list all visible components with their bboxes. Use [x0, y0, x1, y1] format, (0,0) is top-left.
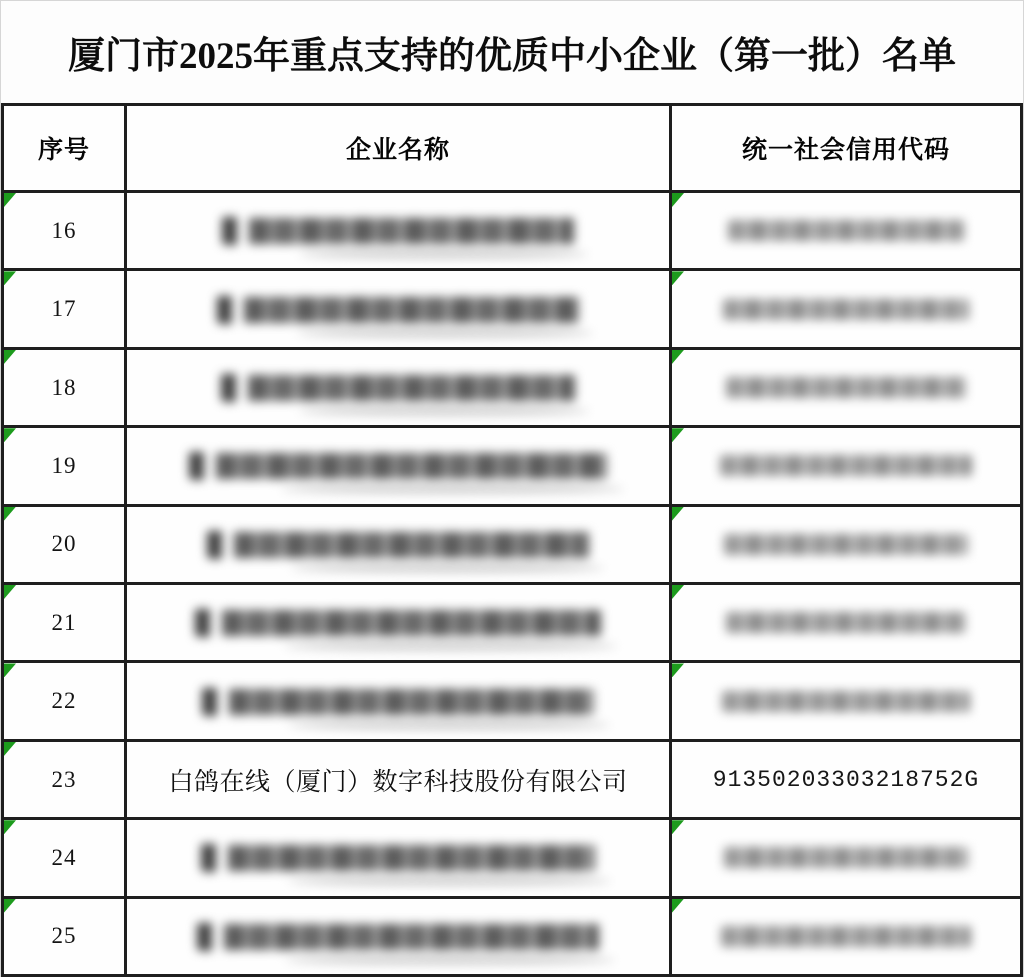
company-cell — [124, 507, 669, 582]
cell-flag-icon — [672, 899, 684, 913]
redacted-company-name — [221, 373, 575, 402]
redacted-credit-code — [721, 926, 971, 947]
serial-number: 19 — [51, 452, 77, 478]
serial-number: 22 — [51, 688, 77, 714]
col-header-company: 企业名称 — [124, 106, 669, 190]
cell-flag-icon — [672, 193, 684, 207]
serial-cell — [4, 507, 124, 582]
credit-code-cell — [669, 271, 1020, 346]
cell-flag-icon — [672, 428, 684, 442]
credit-code-cell — [669, 899, 1020, 974]
cell-flag-icon — [4, 899, 16, 913]
cell-flag-icon — [4, 507, 16, 521]
redacted-credit-code — [728, 220, 964, 241]
credit-code: 91350203303218752G — [712, 766, 980, 793]
page-title: 厦门市2025年重点支持的优质中小企业（第一批）名单 — [68, 36, 956, 77]
company-table — [1, 103, 1023, 977]
redacted-credit-code — [724, 847, 968, 868]
cell-flag-icon — [4, 585, 16, 599]
serial-cell — [4, 350, 124, 425]
company-cell — [124, 663, 669, 738]
table-row — [4, 739, 1020, 817]
serial-number: 18 — [51, 374, 77, 400]
table-row — [4, 660, 1020, 738]
company-cell — [124, 350, 669, 425]
table-row — [4, 582, 1020, 660]
redacted-company-name — [202, 687, 594, 716]
company-cell — [124, 742, 669, 817]
cell-flag-icon — [4, 428, 16, 442]
serial-cell — [4, 742, 124, 817]
cell-flag-icon — [672, 663, 684, 677]
redacted-company-name — [222, 216, 574, 245]
cell-flag-icon — [4, 350, 16, 364]
credit-code-cell — [669, 742, 1020, 817]
table-row — [4, 347, 1020, 425]
cell-flag-icon — [4, 663, 16, 677]
company-cell — [124, 193, 669, 268]
redacted-credit-code — [726, 612, 966, 633]
cell-flag-icon — [672, 507, 684, 521]
company-cell — [124, 820, 669, 895]
credit-code-cell — [669, 350, 1020, 425]
serial-cell — [4, 271, 124, 346]
cell-flag-icon — [672, 820, 684, 834]
company-name: 白鸽在线（厦门）数字科技股份有限公司 — [168, 768, 628, 796]
serial-number: 25 — [51, 923, 77, 949]
serial-number: 16 — [51, 217, 77, 243]
credit-code-cell — [669, 663, 1020, 738]
credit-code-cell — [669, 193, 1020, 268]
table-row — [4, 817, 1020, 895]
table-row — [4, 504, 1020, 582]
redacted-company-name — [195, 608, 601, 637]
cell-flag-icon — [4, 271, 16, 285]
cell-flag-icon — [4, 742, 16, 756]
table-header-row — [4, 106, 1020, 190]
credit-code-cell — [669, 428, 1020, 503]
serial-cell — [4, 585, 124, 660]
serial-number: 17 — [51, 296, 77, 322]
serial-number: 20 — [51, 531, 77, 557]
cell-flag-icon — [4, 820, 16, 834]
serial-number: 21 — [51, 609, 77, 635]
credit-code-cell — [669, 585, 1020, 660]
title-block — [1, 1, 1023, 103]
company-cell — [124, 585, 669, 660]
table-row — [4, 896, 1020, 974]
serial-cell — [4, 899, 124, 974]
table-row — [4, 268, 1020, 346]
redacted-credit-code — [722, 691, 970, 712]
serial-number: 23 — [51, 766, 77, 792]
serial-cell — [4, 820, 124, 895]
table-row — [4, 425, 1020, 503]
credit-code-cell — [669, 820, 1020, 895]
company-cell — [124, 428, 669, 503]
redacted-credit-code — [726, 377, 966, 398]
serial-cell — [4, 663, 124, 738]
table-row — [4, 190, 1020, 268]
redacted-credit-code — [720, 455, 972, 476]
serial-cell — [4, 193, 124, 268]
credit-code-cell — [669, 507, 1020, 582]
serial-number: 24 — [51, 844, 77, 870]
col-header-credit-code: 统一社会信用代码 — [669, 106, 1020, 190]
col-header-serial: 序号 — [37, 137, 90, 164]
company-cell — [124, 271, 669, 346]
cell-flag-icon — [672, 350, 684, 364]
cell-flag-icon — [672, 585, 684, 599]
redacted-credit-code — [724, 534, 968, 555]
redacted-credit-code — [723, 299, 969, 320]
cell-flag-icon — [4, 193, 16, 207]
redacted-company-name — [217, 295, 579, 324]
redacted-company-name — [201, 843, 595, 872]
redacted-company-name — [197, 922, 599, 951]
serial-cell — [4, 428, 124, 503]
company-cell — [124, 899, 669, 974]
redacted-company-name — [207, 530, 589, 559]
cell-flag-icon — [672, 271, 684, 285]
redacted-company-name — [189, 451, 607, 480]
